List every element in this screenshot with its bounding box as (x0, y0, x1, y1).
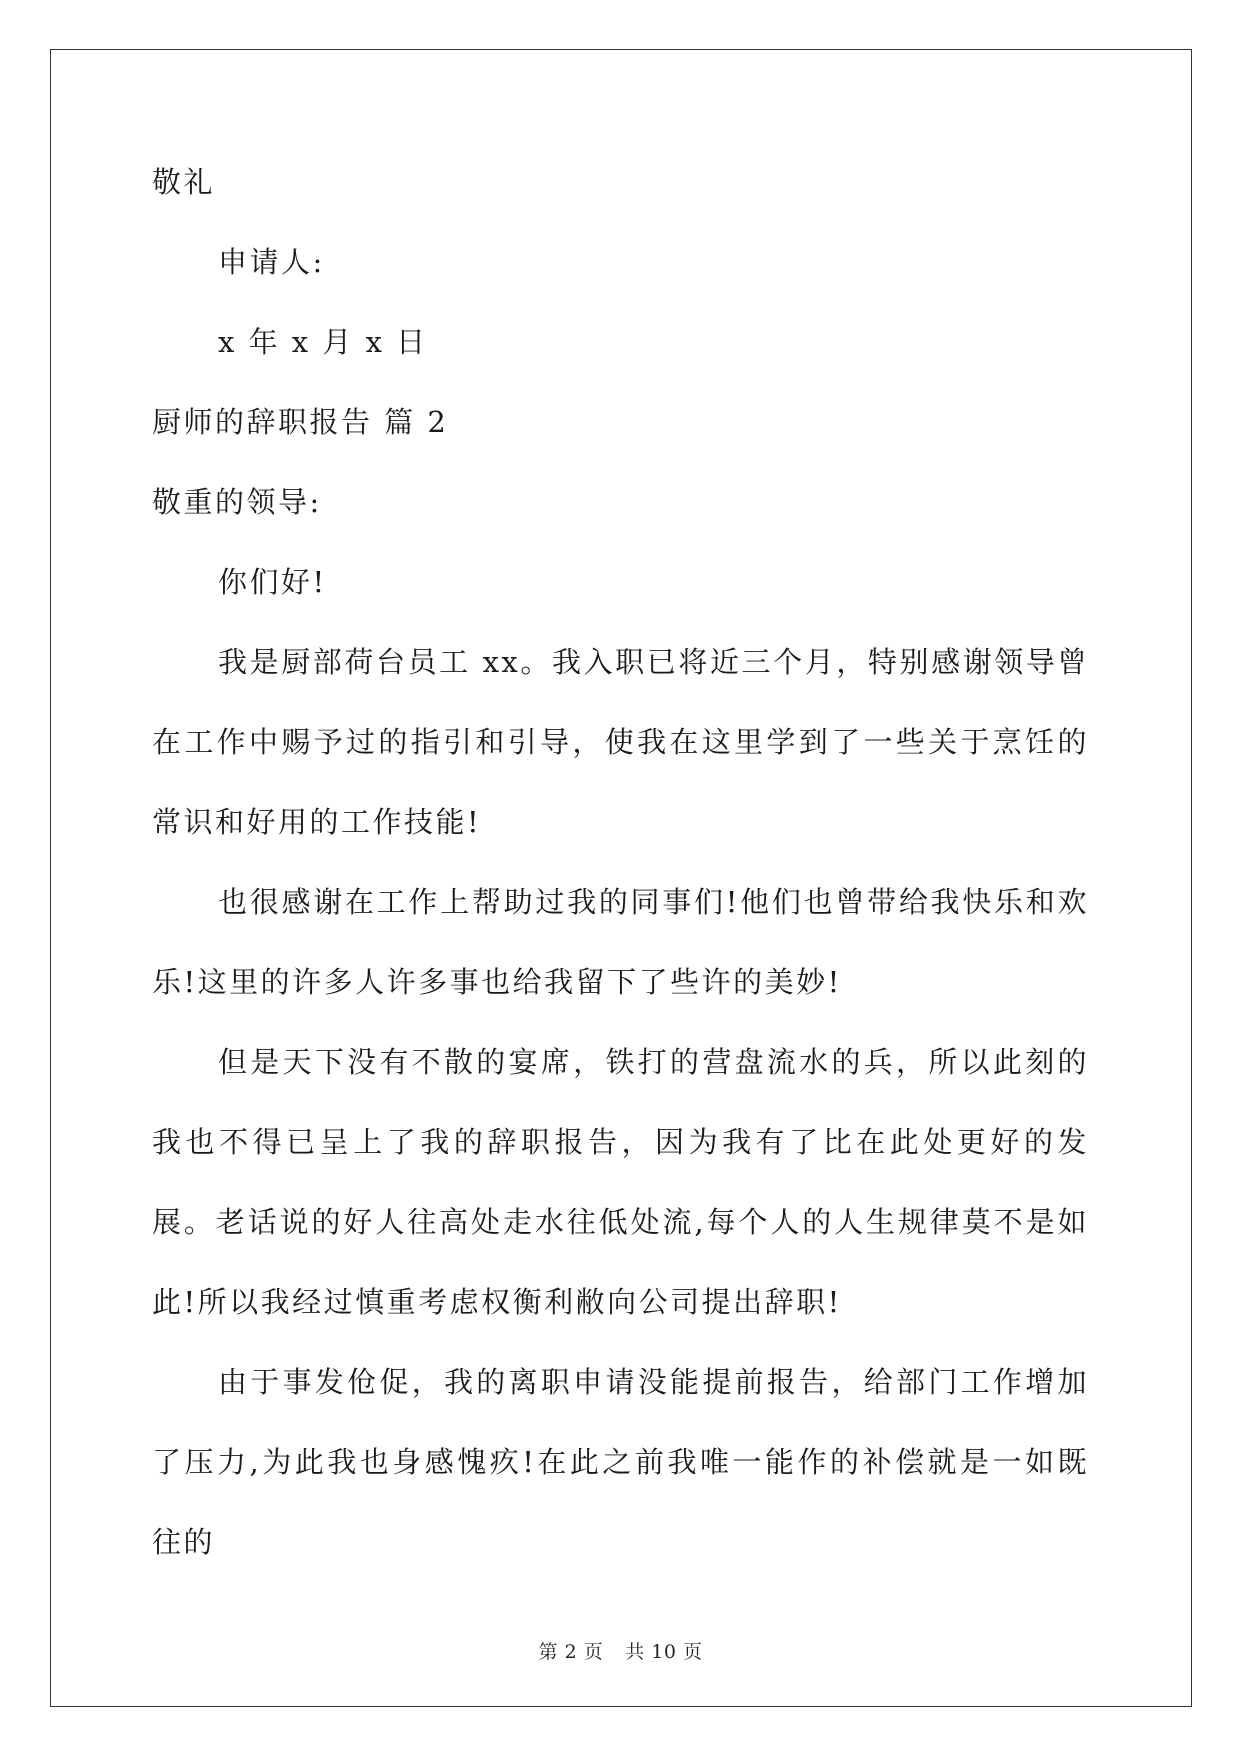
page-total: 共 10 页 (625, 1641, 703, 1663)
body-paragraph: 也很感谢在工作上帮助过我的同事们!他们也曾带给我快乐和欢乐!这里的许多人许多事也给我留下了些许的美妙! (152, 885, 1089, 999)
section-title: 厨师的辞职报告 篇 2 (152, 405, 449, 439)
page-footer (0, 1637, 1241, 1664)
date-line: x 年 x 月 x 日 (218, 325, 428, 359)
document-body (152, 162, 1089, 1582)
body-paragraph: 我是厨部荷台员工 xx。我入职已将近三个月，特别感谢领导曾在工作中赐予过的指引和引导，使我在这里学到了一些关于烹饪的常识和好用的工作技能! (152, 645, 1089, 839)
body-paragraph: 由于事发伧促，我的离职申请没能提前报告，给部门工作增加了压力,为此我也身感愧疚!在此之前我唯一能作的补偿就是一如既往的 (152, 1365, 1089, 1559)
page-number: 第 2 页 (538, 1641, 604, 1663)
closing-line: 敬礼 (152, 165, 216, 199)
body-paragraph: 但是天下没有不散的宴席，铁打的营盘流水的兵，所以此刻的我也不得已呈上了我的辞职报告，因为我有了比在此处更好的发展。老话说的好人往高处走水往低处流,每个人的人生规律莫不是如此!所以我经过慎重考虑权衡利敝向公司提出辞职! (152, 1045, 1089, 1319)
applicant-label: 申请人: (218, 245, 325, 279)
salutation: 敬重的领导: (152, 485, 322, 519)
greeting: 你们好! (218, 565, 327, 599)
